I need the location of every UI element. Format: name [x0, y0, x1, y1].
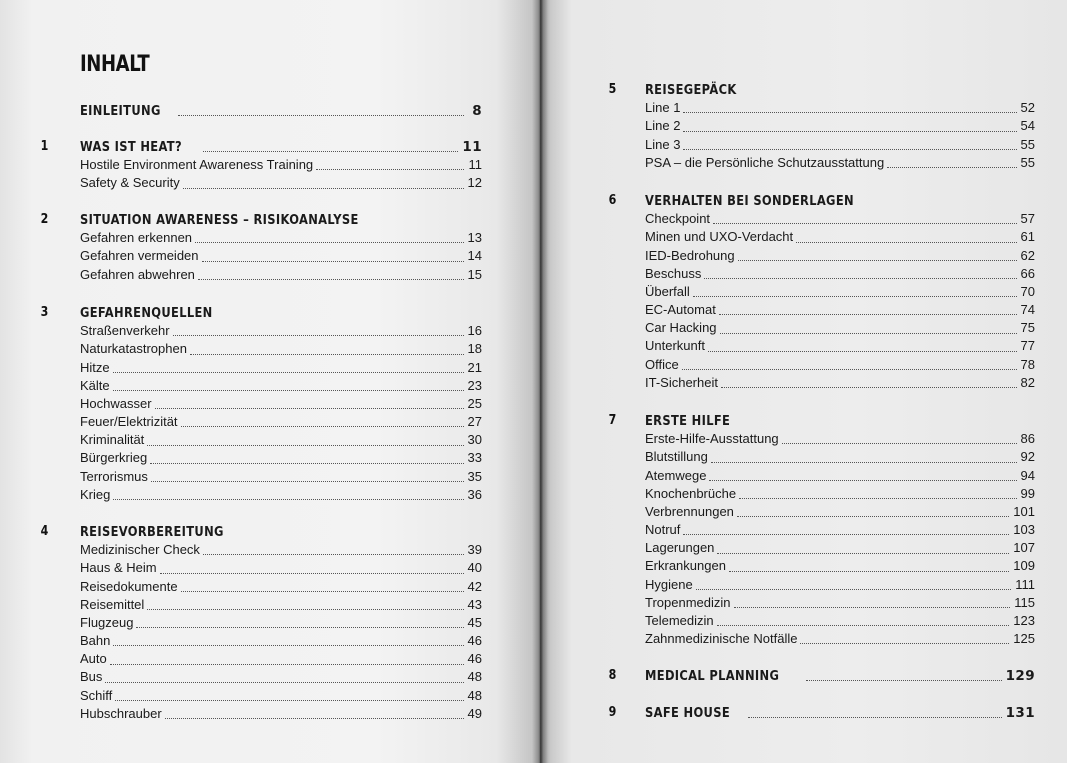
chapter-section — [608, 667, 1035, 685]
toc-entry-page-number: 107 — [1013, 540, 1035, 556]
toc-entry-page-number: 30 — [467, 432, 482, 448]
chapter-heading-label: REISEGEPÄCK — [645, 81, 737, 98]
leader-dots — [113, 372, 464, 373]
toc-entry-label: Checkpoint — [645, 211, 711, 227]
leader-dots — [709, 480, 1016, 481]
toc-entry — [80, 395, 482, 413]
toc-entry-page-number: 45 — [467, 614, 482, 630]
right-page — [540, 0, 1067, 763]
toc-entry-label: Bahn — [80, 633, 111, 649]
leader-dots — [181, 426, 464, 427]
toc-entry-label: Line 3 — [645, 136, 681, 152]
toc-entry — [80, 705, 482, 723]
toc-entry-label: Atemwege — [645, 467, 707, 483]
toc-entry-label: Krieg — [80, 486, 111, 502]
toc-entry-label: IT-Sicherheit — [645, 374, 718, 390]
toc-entry-page-number: 54 — [1020, 118, 1035, 134]
toc-entry — [80, 687, 482, 705]
toc-entry-page-number: 57 — [1020, 211, 1035, 227]
toc-entry-label: Gefahren abwehren — [80, 266, 195, 282]
toc-entry-page-number: 66 — [1020, 265, 1035, 281]
chapter-number: 8 — [608, 668, 617, 683]
chapter-heading — [645, 704, 1035, 722]
leader-dots — [683, 149, 1016, 150]
leader-dots — [147, 445, 463, 446]
toc-entry — [80, 486, 482, 504]
toc-entry — [80, 578, 482, 596]
toc-entry-page-number: 75 — [1020, 320, 1035, 336]
leader-dots — [150, 463, 463, 464]
intro-heading-label: EINLEITUNG — [80, 102, 161, 119]
toc-entry — [645, 576, 1035, 594]
toc-entry-label: Terrorismus — [80, 468, 148, 484]
leader-dots — [115, 700, 463, 701]
chapter-heading-label: MEDICAL PLANNING — [645, 667, 780, 684]
toc-entry-label: Minen und UXO-Verdacht — [645, 229, 794, 245]
chapter-heading-page-number: 11 — [462, 138, 482, 155]
toc-entry-page-number: 109 — [1013, 558, 1035, 574]
toc-entry-page-number: 18 — [467, 341, 482, 357]
toc-entry-label: Line 1 — [645, 100, 681, 116]
toc-entry-page-number: 35 — [467, 468, 482, 484]
leader-dots — [729, 571, 1009, 572]
leader-dots — [683, 534, 1009, 535]
toc-entry-page-number: 94 — [1020, 467, 1035, 483]
leader-dots — [704, 278, 1016, 279]
leader-dots — [693, 296, 1017, 297]
leader-dots — [720, 333, 1017, 334]
leader-dots — [110, 664, 464, 665]
toc-entry-label: Hygiene — [645, 576, 693, 592]
chapter-heading — [80, 304, 482, 322]
toc-entry-page-number: 92 — [1020, 449, 1035, 465]
leader-dots — [800, 643, 1009, 644]
toc-entry — [80, 468, 482, 486]
toc-entry-page-number: 77 — [1020, 338, 1035, 354]
toc-entry-page-number: 55 — [1020, 154, 1035, 170]
toc-entry-label: PSA – die Persönliche Schutzausstattung — [645, 154, 885, 170]
chapter-number: 6 — [608, 193, 617, 208]
toc-entry-page-number: 39 — [467, 542, 482, 558]
book-gutter — [532, 0, 548, 763]
toc-entry — [645, 430, 1035, 448]
toc-entry — [645, 503, 1035, 521]
toc-entry-label: Medizinischer Check — [80, 542, 200, 558]
toc-entry — [645, 117, 1035, 135]
chapter-number: 7 — [608, 413, 617, 428]
leader-dots — [708, 351, 1017, 352]
toc-entry-label: Erkrankungen — [645, 558, 726, 574]
toc-entry — [645, 612, 1035, 630]
toc-entry-page-number: 48 — [467, 687, 482, 703]
toc-entry-page-number: 14 — [467, 248, 482, 264]
toc-entry-page-number: 11 — [468, 157, 482, 173]
toc-entry-label: Hochwasser — [80, 395, 152, 411]
leader-dots — [113, 499, 463, 500]
leader-dots — [719, 314, 1017, 315]
leader-dots — [173, 335, 464, 336]
chapter-heading — [80, 138, 482, 156]
leader-dots — [782, 443, 1017, 444]
toc-entry-label: Bus — [80, 669, 103, 685]
toc-entry-label: IED-Bedrohung — [645, 247, 735, 263]
leader-dots — [796, 242, 1016, 243]
chapter-heading-label: WAS IST HEAT? — [80, 138, 182, 155]
toc-entry-label: Bürgerkrieg — [80, 450, 148, 466]
toc-entry — [645, 521, 1035, 539]
toc-entry-page-number: 46 — [467, 651, 482, 667]
toc-entry-label: Straßenverkehr — [80, 323, 170, 339]
toc-entry-page-number: 101 — [1013, 503, 1035, 519]
toc-entry — [80, 614, 482, 632]
leader-dots — [198, 279, 464, 280]
leader-dots — [202, 261, 464, 262]
intro-heading — [80, 102, 482, 120]
chapter-heading-page-number: 131 — [1005, 704, 1035, 721]
leader-dots — [683, 131, 1016, 132]
toc-entry — [80, 541, 482, 559]
chapter-number: 5 — [608, 82, 617, 97]
toc-entry-page-number: 43 — [467, 596, 482, 612]
leader-dots — [160, 573, 464, 574]
leader-dots — [165, 718, 464, 719]
toc-entry-label: Reisedokumente — [80, 578, 178, 594]
toc-entry — [80, 559, 482, 577]
leader-dots — [721, 387, 1017, 388]
leader-dots — [113, 645, 463, 646]
leader-dots — [748, 717, 1002, 718]
toc-entry-page-number: 33 — [467, 450, 482, 466]
chapter-section — [40, 138, 482, 193]
toc-entry-page-number: 115 — [1014, 594, 1035, 610]
leader-dots — [682, 369, 1017, 370]
leader-dots — [203, 151, 458, 152]
toc-entry — [645, 301, 1035, 319]
toc-entry-label: Erste-Hilfe-Ausstattung — [645, 431, 779, 447]
toc-entry — [645, 448, 1035, 466]
toc-entry — [645, 374, 1035, 392]
leader-dots — [181, 591, 464, 592]
toc-entry — [80, 174, 482, 192]
toc-entry-page-number: 25 — [467, 395, 482, 411]
chapter-heading — [645, 81, 1035, 99]
toc-entry-page-number: 23 — [467, 377, 482, 393]
toc-entry — [645, 265, 1035, 283]
toc-entry-page-number: 27 — [467, 414, 482, 430]
toc-entry — [80, 229, 482, 247]
leader-dots — [696, 589, 1012, 590]
toc-entry-page-number: 82 — [1020, 374, 1035, 390]
toc-entry — [645, 154, 1035, 172]
leader-dots — [178, 115, 464, 116]
toc-entry-page-number: 62 — [1020, 247, 1035, 263]
leader-dots — [887, 167, 1016, 168]
chapter-section — [608, 192, 1035, 392]
toc-entry — [645, 338, 1035, 356]
toc-entry — [80, 632, 482, 650]
chapter-heading — [80, 523, 482, 541]
toc-entry — [80, 450, 482, 468]
toc-entry — [80, 377, 482, 395]
toc-entry-label: Notruf — [645, 522, 681, 538]
toc-entry — [80, 413, 482, 431]
toc-entry-label: Verbrennungen — [645, 503, 734, 519]
toc-entry-page-number: 78 — [1020, 356, 1035, 372]
toc-entry — [645, 630, 1035, 648]
toc-entry-label: Schiff — [80, 687, 113, 703]
chapter-section — [608, 704, 1035, 722]
chapter-number: 2 — [40, 212, 49, 227]
leader-dots — [806, 680, 1002, 681]
leader-dots — [151, 481, 464, 482]
toc-entry-label: Beschuss — [645, 265, 702, 281]
toc-entry — [80, 340, 482, 358]
toc-entry-label: Naturkatastrophen — [80, 341, 187, 357]
toc-entry-label: Feuer/Elektrizität — [80, 414, 178, 430]
toc-entry-label: Lagerungen — [645, 540, 715, 556]
toc-entry — [645, 319, 1035, 337]
toc-entry-label: Kälte — [80, 377, 110, 393]
chapter-heading-label: GEFAHRENQUELLEN — [80, 304, 213, 321]
chapter-heading-label: REISEVORBEREITUNG — [80, 523, 224, 540]
leader-dots — [713, 223, 1016, 224]
leader-dots — [737, 516, 1009, 517]
chapter-heading — [645, 192, 1035, 210]
chapter-section — [40, 304, 482, 504]
chapter-number: 1 — [40, 139, 49, 154]
toc-entry-label: Gefahren erkennen — [80, 230, 193, 246]
leader-dots — [683, 112, 1016, 113]
toc-title: INHALT — [80, 52, 150, 77]
toc-entry — [645, 210, 1035, 228]
toc-entry-label: Haus & Heim — [80, 560, 157, 576]
leader-dots — [136, 627, 463, 628]
leader-dots — [195, 242, 464, 243]
leader-dots — [113, 390, 464, 391]
toc-entry-page-number: 48 — [467, 669, 482, 685]
toc-entry-label: Unterkunft — [645, 338, 705, 354]
toc-entry-page-number: 61 — [1020, 229, 1035, 245]
chapter-number: 4 — [40, 524, 49, 539]
leader-dots — [738, 260, 1017, 261]
toc-entry — [645, 467, 1035, 485]
toc-entry-page-number: 52 — [1020, 100, 1035, 116]
chapter-number: 3 — [40, 305, 49, 320]
toc-entry-label: Überfall — [645, 283, 690, 299]
toc-entry-label: Gefahren vermeiden — [80, 248, 199, 264]
toc-entry-page-number: 21 — [467, 359, 482, 375]
toc-entry — [645, 136, 1035, 154]
leader-dots — [734, 607, 1011, 608]
toc-entry-page-number: 15 — [467, 266, 482, 282]
chapter-heading-label: VERHALTEN BEI SONDERLAGEN — [645, 192, 854, 209]
toc-entry-page-number: 46 — [467, 633, 482, 649]
toc-entry — [80, 669, 482, 687]
leader-dots — [183, 188, 464, 189]
toc-entry-label: Blutstillung — [645, 449, 708, 465]
toc-entry-label: Hostile Environment Awareness Training — [80, 157, 314, 173]
toc-entry — [645, 485, 1035, 503]
toc-entry-page-number: 111 — [1015, 576, 1035, 592]
toc-entry-label: Safety & Security — [80, 175, 180, 191]
intro-section — [80, 102, 482, 120]
toc-entry-label: Auto — [80, 651, 107, 667]
leader-dots — [711, 462, 1017, 463]
toc-entry — [80, 322, 482, 340]
toc-entry-label: Line 2 — [645, 118, 681, 134]
chapter-number: 9 — [608, 705, 617, 720]
toc-entry-page-number: 49 — [467, 705, 482, 721]
chapter-section — [608, 412, 1035, 648]
toc-entry-page-number: 125 — [1013, 631, 1035, 647]
toc-entry — [645, 356, 1035, 374]
leader-dots — [739, 498, 1016, 499]
leader-dots — [190, 354, 464, 355]
leader-dots — [155, 408, 464, 409]
toc-entry-label: Hitze — [80, 359, 110, 375]
toc-entry-label: Hubschrauber — [80, 705, 162, 721]
toc-entry-page-number: 70 — [1020, 283, 1035, 299]
chapter-heading — [80, 211, 482, 229]
leader-dots — [105, 682, 463, 683]
toc-entry — [645, 594, 1035, 612]
intro-heading-page-number: 8 — [472, 102, 482, 119]
toc-entry — [80, 650, 482, 668]
chapter-section — [608, 81, 1035, 172]
leader-dots — [717, 625, 1010, 626]
toc-entry-label: Reisemittel — [80, 596, 145, 612]
toc-entry-label: EC-Automat — [645, 302, 716, 318]
toc-entry — [645, 228, 1035, 246]
chapter-heading — [645, 412, 1035, 430]
toc-entry-page-number: 12 — [467, 175, 482, 191]
leader-dots — [717, 553, 1009, 554]
toc-entry — [80, 266, 482, 284]
toc-entry-label: Telemedizin — [645, 613, 714, 629]
toc-entry-page-number: 13 — [467, 230, 482, 246]
chapter-heading — [645, 667, 1035, 685]
toc-entry — [645, 247, 1035, 265]
chapter-heading-page-number: 129 — [1005, 667, 1035, 684]
toc-entry — [80, 596, 482, 614]
toc-entry-page-number: 86 — [1020, 431, 1035, 447]
toc-entry-page-number: 74 — [1020, 302, 1035, 318]
chapter-heading-label: SITUATION AWARENESS – RISIKOANALYSE — [80, 211, 359, 228]
toc-entry-label: Tropenmedizin — [645, 594, 731, 610]
toc-entry — [645, 283, 1035, 301]
toc-entry-label: Knochenbrüche — [645, 485, 737, 501]
toc-entry-page-number: 55 — [1020, 136, 1035, 152]
toc-entry-page-number: 99 — [1020, 485, 1035, 501]
toc-entry-page-number: 16 — [467, 323, 482, 339]
toc-entry — [645, 99, 1035, 117]
leader-dots — [147, 609, 463, 610]
toc-entry — [645, 539, 1035, 557]
leader-dots — [203, 554, 464, 555]
toc-entry-label: Zahnmedizinische Notfälle — [645, 631, 798, 647]
toc-entry-label: Office — [645, 356, 679, 372]
toc-entry-label: Flugzeug — [80, 614, 134, 630]
toc-entry — [80, 431, 482, 449]
leader-dots — [316, 169, 464, 170]
chapter-section — [40, 211, 482, 284]
toc-entry-page-number: 42 — [467, 578, 482, 594]
toc-entry-page-number: 123 — [1013, 613, 1035, 629]
toc-entry-page-number: 36 — [467, 486, 482, 502]
chapter-heading-label: SAFE HOUSE — [645, 704, 730, 721]
toc-entry-label: Car Hacking — [645, 320, 717, 336]
toc-entry — [645, 558, 1035, 576]
toc-entry-page-number: 103 — [1013, 522, 1035, 538]
toc-entry — [80, 359, 482, 377]
toc-entry-label: Kriminalität — [80, 432, 145, 448]
toc-entry-page-number: 40 — [467, 560, 482, 576]
toc-entry — [80, 247, 482, 265]
chapter-section — [40, 523, 482, 723]
chapter-heading-label: ERSTE HILFE — [645, 412, 731, 429]
toc-entry — [80, 156, 482, 174]
